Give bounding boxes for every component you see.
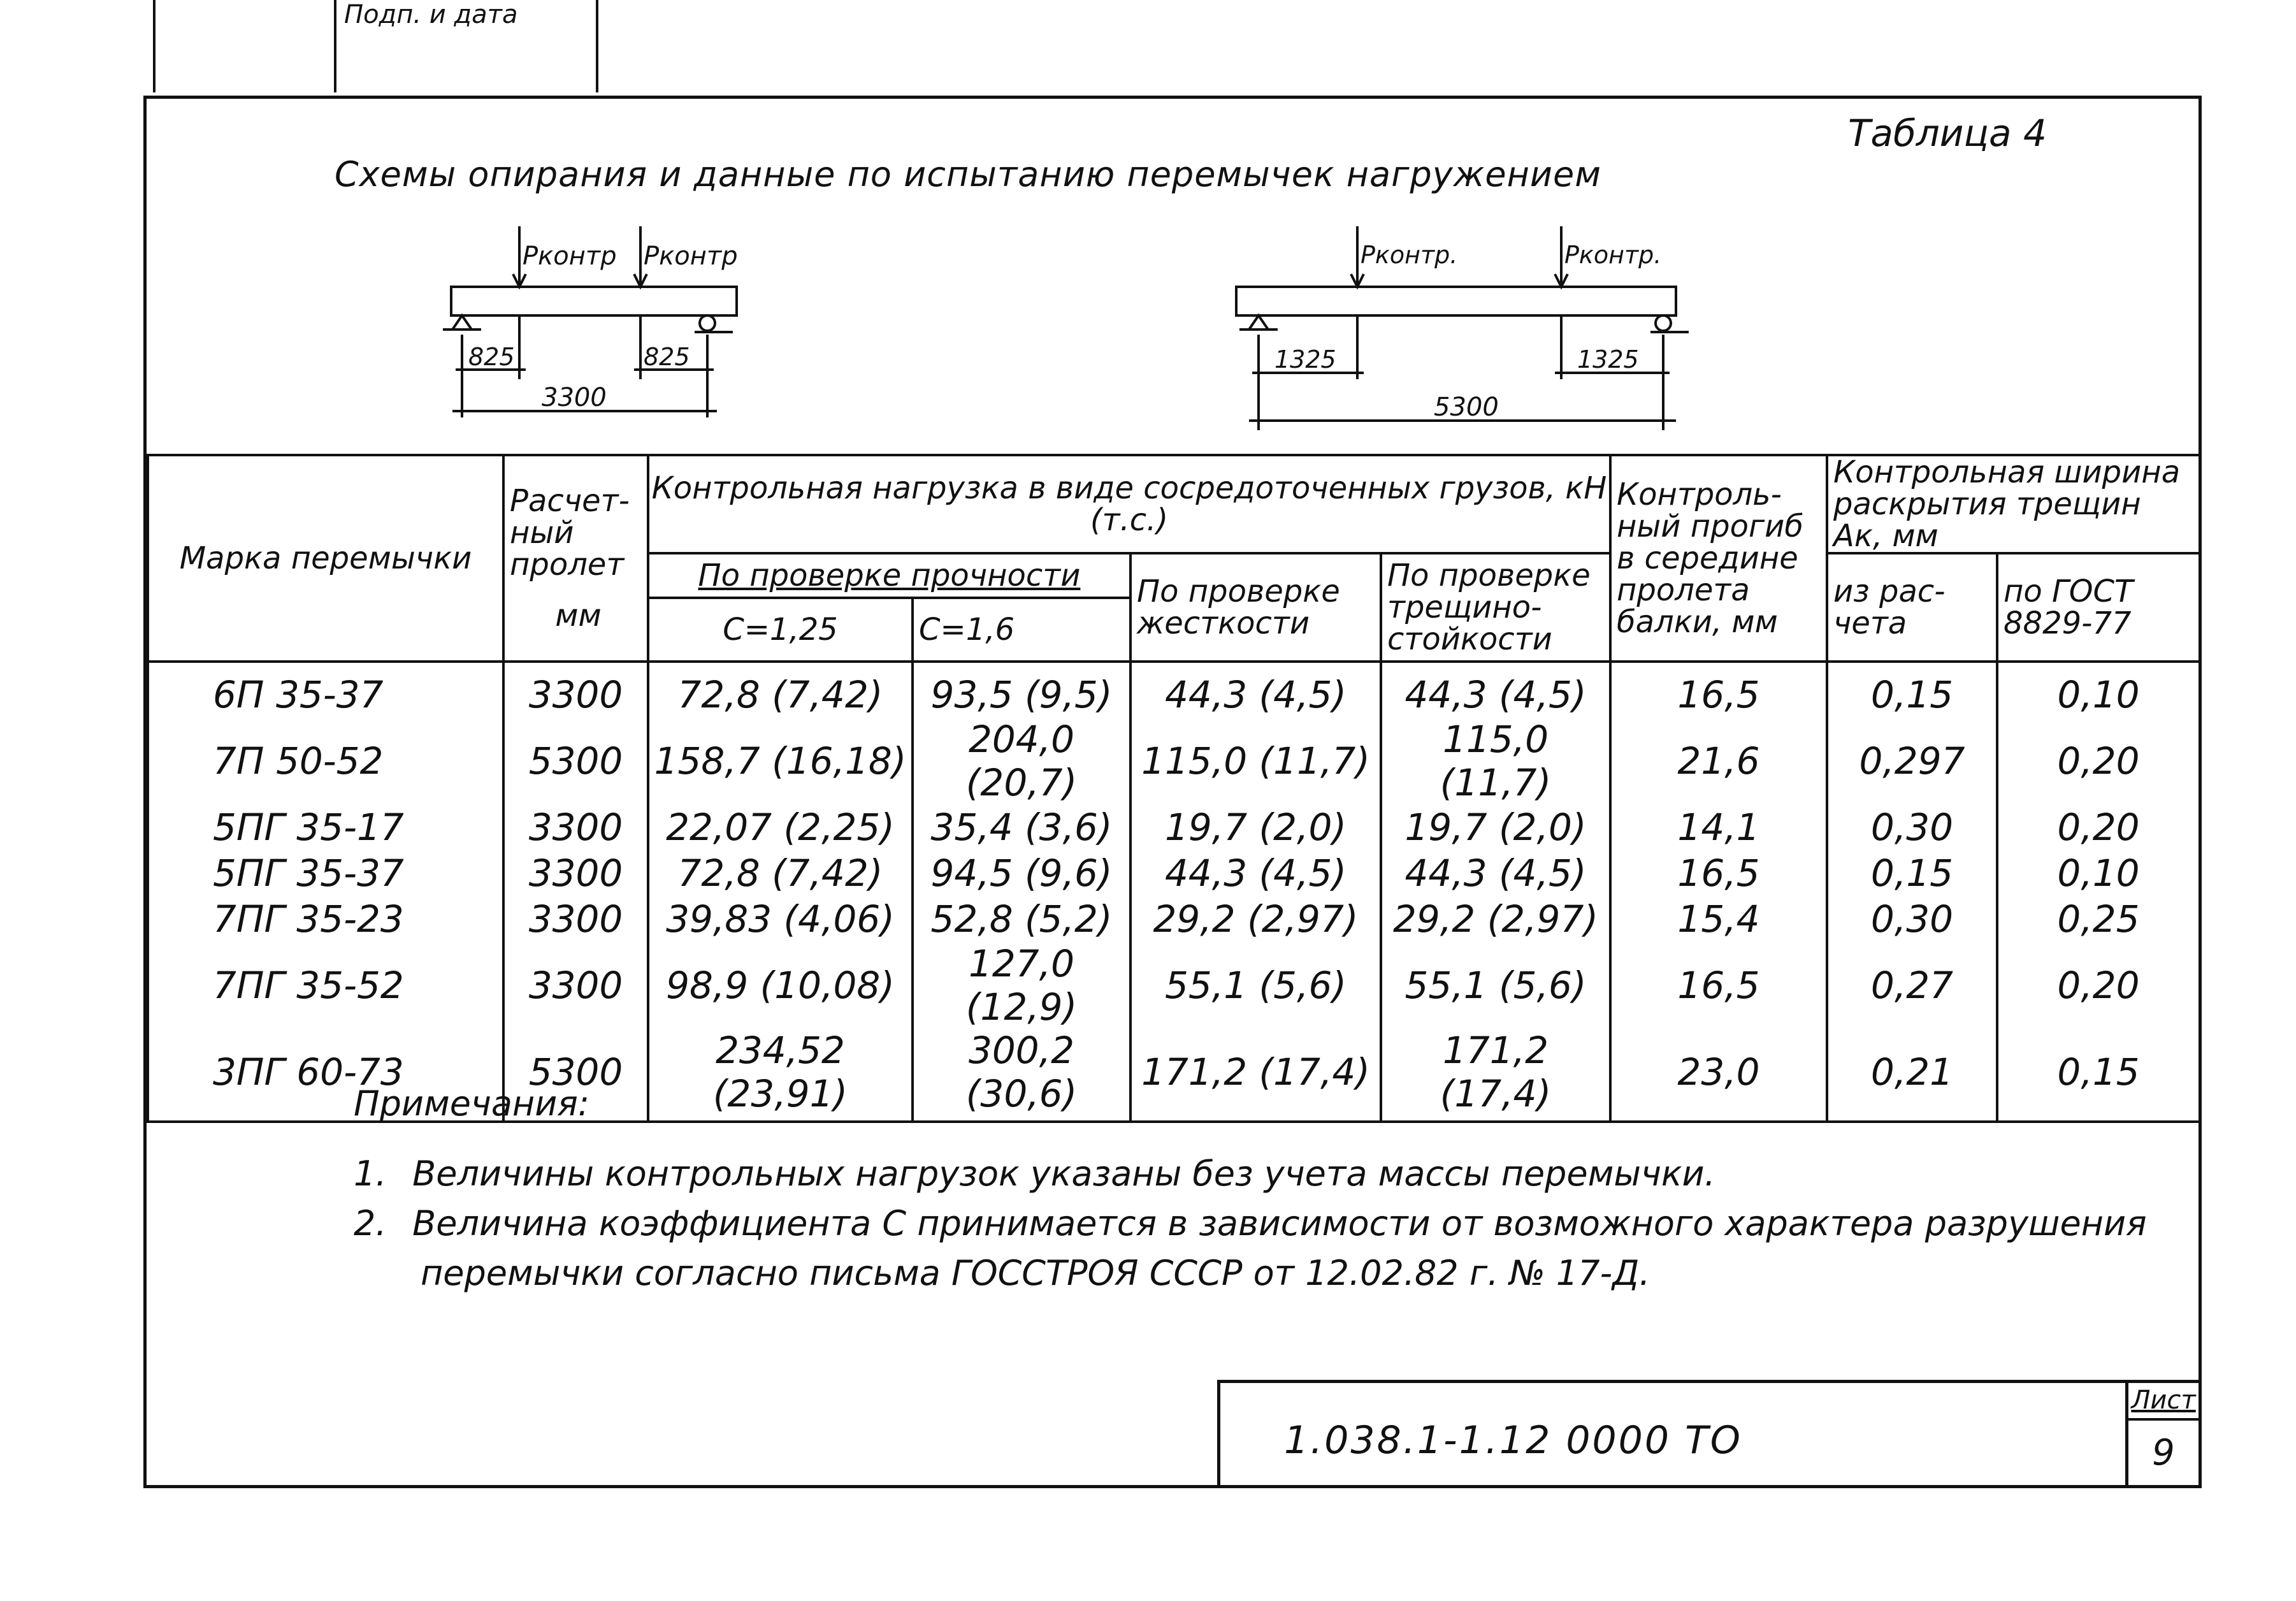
span-right: 5300 [1434,393,1499,422]
cell-mark: 3ПГ 60-73 [148,1029,503,1122]
cell-calc: 0,297 [1827,718,1997,804]
cell-gost: 0,25 [1997,896,2200,942]
stamp-cell-2 [331,0,598,92]
top-stamp [153,0,599,96]
beam-diagram-right [1224,226,1708,446]
table-row [148,942,2200,1029]
cell-c125: 72,8 (7,42) [648,662,913,718]
span-left: 3300 [542,383,607,412]
cell-mark: 7ПГ 35-52 [148,942,503,1029]
dim-right-1: 1325 [1274,345,1336,373]
cell-gost: 0,20 [1997,804,2200,850]
cell-mark: 7ПГ 35-23 [148,896,503,942]
header-by-stiffness: По проверке жесткости [1130,553,1381,662]
cell-gost: 0,20 [1997,942,2200,1029]
title-block [1217,1380,2202,1488]
cell-crack: 55,1 (5,6) [1381,942,1610,1029]
cell-span: 3300 [503,896,648,942]
cell-c125: 98,9 (10,08) [648,942,913,1029]
cell-calc: 0,27 [1827,942,1997,1029]
cell-crack: 171,2 (17,4) [1381,1029,1610,1122]
stamp-text: Подп. и дата [344,0,518,29]
note-number: 2. [354,1203,387,1243]
header-crack-width: Контрольная ширина раскрытия трещин Aк, мм [1827,455,2200,553]
cell-crack: 29,2 (2,97) [1381,896,1610,942]
beam-diagram-left [433,226,765,446]
load-label-right-2: Pконтр. [1564,241,1662,269]
cell-stiffness: 44,3 (4,5) [1130,850,1381,896]
header-mark: Марка перемычки [148,455,503,662]
cell-c16: 94,5 (9,6) [913,850,1130,896]
cell-gost: 0,20 [1997,718,2200,804]
table-row [148,718,2200,804]
header-calc: из рас-чета [1827,553,1997,662]
dim-right-2: 1325 [1577,345,1639,373]
cell-c125: 22,07 (2,25) [648,804,913,850]
page-title: Схемы опирания и данные по испытанию перемычек нагружением [335,154,1601,194]
cell-crack: 44,3 (4,5) [1381,850,1610,896]
cell-span: 3300 [503,942,648,1029]
cell-deflection: 16,5 [1610,850,1827,896]
cell-span: 5300 [503,1029,648,1122]
header-span-text: Расчет-ный пролет [510,483,630,583]
load-label-right-1: Pконтр. [1361,241,1458,269]
pin-support-icon [1249,315,1268,330]
cell-calc: 0,30 [1827,804,1997,850]
beam-diagram-right-svg [1224,226,1708,443]
load-label-left-2: Pконтр [644,242,738,271]
cell-calc: 0,21 [1827,1029,1997,1122]
cell-c16: 127,0 (12,9) [913,942,1130,1029]
note-text: Величина коэффициента С принимается в зависимости от возможного характера разрушения [412,1203,2147,1243]
note-continuation: перемычки согласно письма ГОССТРОЯ СССР от 12.02.82 г. № 17-Д. [421,1253,1650,1293]
cell-stiffness: 19,7 (2,0) [1130,804,1381,850]
cell-c16: 35,4 (3,6) [913,804,1130,850]
header-gost: по ГОСТ 8829-77 [1997,553,2200,662]
load-label-left-1: Pконтр [523,242,617,271]
cell-deflection: 21,6 [1610,718,1827,804]
header-span-unit: мм [555,598,602,634]
cell-deflection: 15,4 [1610,896,1827,942]
beam-diagram-left-svg [433,226,765,443]
cell-stiffness: 44,3 (4,5) [1130,662,1381,718]
cell-c16: 204,0 (20,7) [913,718,1130,804]
table-row [148,804,2200,850]
cell-c125: 158,7 (16,18) [648,718,913,804]
table-row [148,896,2200,942]
beam-left [451,287,737,315]
cell-gost: 0,10 [1997,662,2200,718]
table-row [148,662,2200,718]
sheet-number: 9 [2152,1432,2175,1474]
stamp-cell-1 [153,0,336,92]
cell-calc: 0,15 [1827,850,1997,896]
pin-support-icon [452,315,472,330]
cell-c125: 39,83 (4,06) [648,896,913,942]
cell-stiffness: 55,1 (5,6) [1130,942,1381,1029]
cell-deflection: 16,5 [1610,662,1827,718]
header-c16: С=1,6 [913,598,1130,662]
cell-span: 3300 [503,850,648,896]
cell-deflection: 23,0 [1610,1029,1827,1122]
table-row [148,850,2200,896]
dim-left-2: 825 [644,343,690,371]
notes-section [354,1083,2147,1298]
cell-span: 3300 [503,662,648,718]
sheet-label: Лист [2128,1383,2199,1421]
beam-right [1236,287,1676,315]
cell-deflection: 14,1 [1610,804,1827,850]
cell-mark: 6П 35-37 [148,662,503,718]
cell-c16: 93,5 (9,5) [913,662,1130,718]
roller-support-icon [1656,315,1671,331]
cell-c125: 234,52 (23,91) [648,1029,913,1122]
note-number: 1. [354,1154,387,1194]
cell-deflection: 16,5 [1610,942,1827,1029]
header-control-load: Контрольная нагрузка в виде сосредоточенных грузов, кН (т.с.) [648,455,1610,553]
cell-mark: 7П 50-52 [148,718,503,804]
header-deflection: Контроль-ный прогиб в середине пролета балки, мм [1610,455,1827,662]
cell-c16: 52,8 (5,2) [913,896,1130,942]
roller-support-icon [700,315,715,331]
note-item [354,1149,2147,1199]
cell-stiffness: 171,2 (17,4) [1130,1029,1381,1122]
cell-gost: 0,15 [1997,1029,2200,1122]
cell-crack: 115,0 (11,7) [1381,718,1610,804]
sheet-cell [2125,1383,2202,1488]
cell-calc: 0,15 [1827,662,1997,718]
cell-mark: 5ПГ 35-37 [148,850,503,896]
header-c125: С=1,25 [648,598,913,662]
header-span [503,455,648,662]
cell-stiffness: 29,2 (2,97) [1130,896,1381,942]
test-data-table [147,454,2201,1123]
cell-span: 5300 [503,718,648,804]
cell-c16: 300,2 (30,6) [913,1029,1130,1122]
header-by-strength: По проверке прочности [648,553,1130,598]
cell-crack: 19,7 (2,0) [1381,804,1610,850]
header-by-crack: По проверке трещино-стойкости [1381,553,1610,662]
dim-left-1: 825 [468,343,515,371]
note-item [354,1199,2147,1249]
note-text: Величины контрольных нагрузок указаны без учета массы перемычки. [412,1154,1715,1194]
cell-stiffness: 115,0 (11,7) [1130,718,1381,804]
cell-span: 3300 [503,804,648,850]
cell-crack: 44,3 (4,5) [1381,662,1610,718]
cell-mark: 5ПГ 35-17 [148,804,503,850]
document-code: 1.038.1-1.12 0000 ТО [1284,1418,1742,1463]
cell-calc: 0,30 [1827,896,1997,942]
notes-title: Примечания: [354,1083,590,1124]
table-label: Таблица 4 [1848,112,2047,155]
cell-gost: 0,10 [1997,850,2200,896]
cell-c125: 72,8 (7,42) [648,850,913,896]
